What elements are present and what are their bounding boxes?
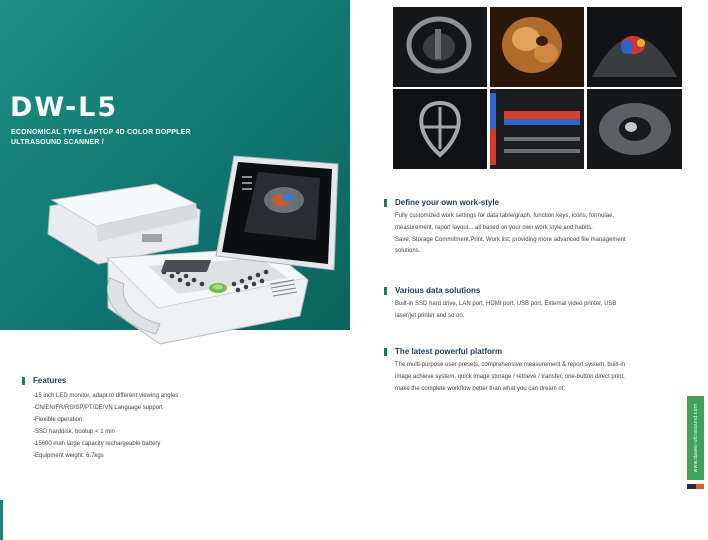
left-edge-accent <box>0 500 3 540</box>
ultrasound-image-fetal-head <box>393 7 487 87</box>
ultrasound-image-color-doppler <box>587 7 682 87</box>
section-line: laser/jet printer and so on. <box>395 312 465 319</box>
feature-item: -SSD harddisk, bootup < 1 min <box>33 429 115 435</box>
heading-marker <box>384 287 387 295</box>
features-heading <box>22 376 322 385</box>
section-line: The multi-purpose user presets, comprehensive measurement & report system, built-in <box>395 362 626 368</box>
section-heading-text: Define your own work-style <box>395 198 500 207</box>
section-data-solutions <box>384 286 674 323</box>
feature-item: -Flexible operation <box>33 417 83 423</box>
section-line: make the complete workflow better than what you can dream of. <box>395 385 566 392</box>
section-heading <box>384 286 674 295</box>
section-heading-text: The latest powerful platform <box>395 347 503 356</box>
section-platform <box>384 347 674 395</box>
feature-item: -15 inch LED monitor, adapt to different viewing angles <box>33 393 179 399</box>
section-line: measurement, report layout... all based on your own work style and habits. <box>395 224 593 231</box>
side-color-marks <box>687 484 704 489</box>
ultrasound-image-4d-face <box>490 7 584 87</box>
heading-marker <box>384 348 387 356</box>
section-line: image achieve system, quick image storage / retrieve / transfer, one-button direct print, <box>395 373 625 380</box>
section-work-style <box>384 198 674 258</box>
section-line: Fully customized work settings for data table/graph, function keys, icons, formulae, <box>395 213 615 219</box>
features-heading-text: Features <box>33 376 67 385</box>
features-list <box>22 390 322 462</box>
feature-item: -CN/EN/FR/RU/SP/PT/DE/VN Language support <box>33 405 163 411</box>
feature-item: -Equipment weight: 6.7kgs <box>33 453 104 459</box>
ultrasound-image-fetus <box>587 89 682 169</box>
features-section <box>22 376 322 462</box>
heading-marker <box>22 377 25 385</box>
product-tagline: ECONOMICAL TYPE LAPTOP 4D COLOR DOPPLER ULTRASOUND SCANNER / <box>11 129 191 146</box>
model-name: DW-L5 <box>10 92 119 123</box>
website-url: www.dawei-ultrasound.com <box>692 403 699 473</box>
section-line: solutions. <box>395 248 421 255</box>
section-heading-text: Various data solutions <box>395 286 481 295</box>
section-heading <box>384 198 674 207</box>
website-side-tab <box>687 396 704 480</box>
heading-marker <box>384 199 387 207</box>
section-line: Built-in SSD hard drive, LAN port, HDMI port, USB port, External video printer, USB <box>395 301 617 307</box>
laptop-ultrasound-illustration <box>38 148 348 358</box>
feature-item: -15600 mah large capacity rechargeable battery <box>33 441 161 447</box>
color-mark-dark <box>687 484 696 489</box>
section-line: Save, Storage Commitment,Print, Work list; providing more advanced file management <box>395 236 626 243</box>
color-mark-orange <box>696 484 705 489</box>
section-heading <box>384 347 674 356</box>
ultrasound-image-vessel-doppler <box>490 89 584 169</box>
ultrasound-image-fetal-heart <box>393 89 487 169</box>
